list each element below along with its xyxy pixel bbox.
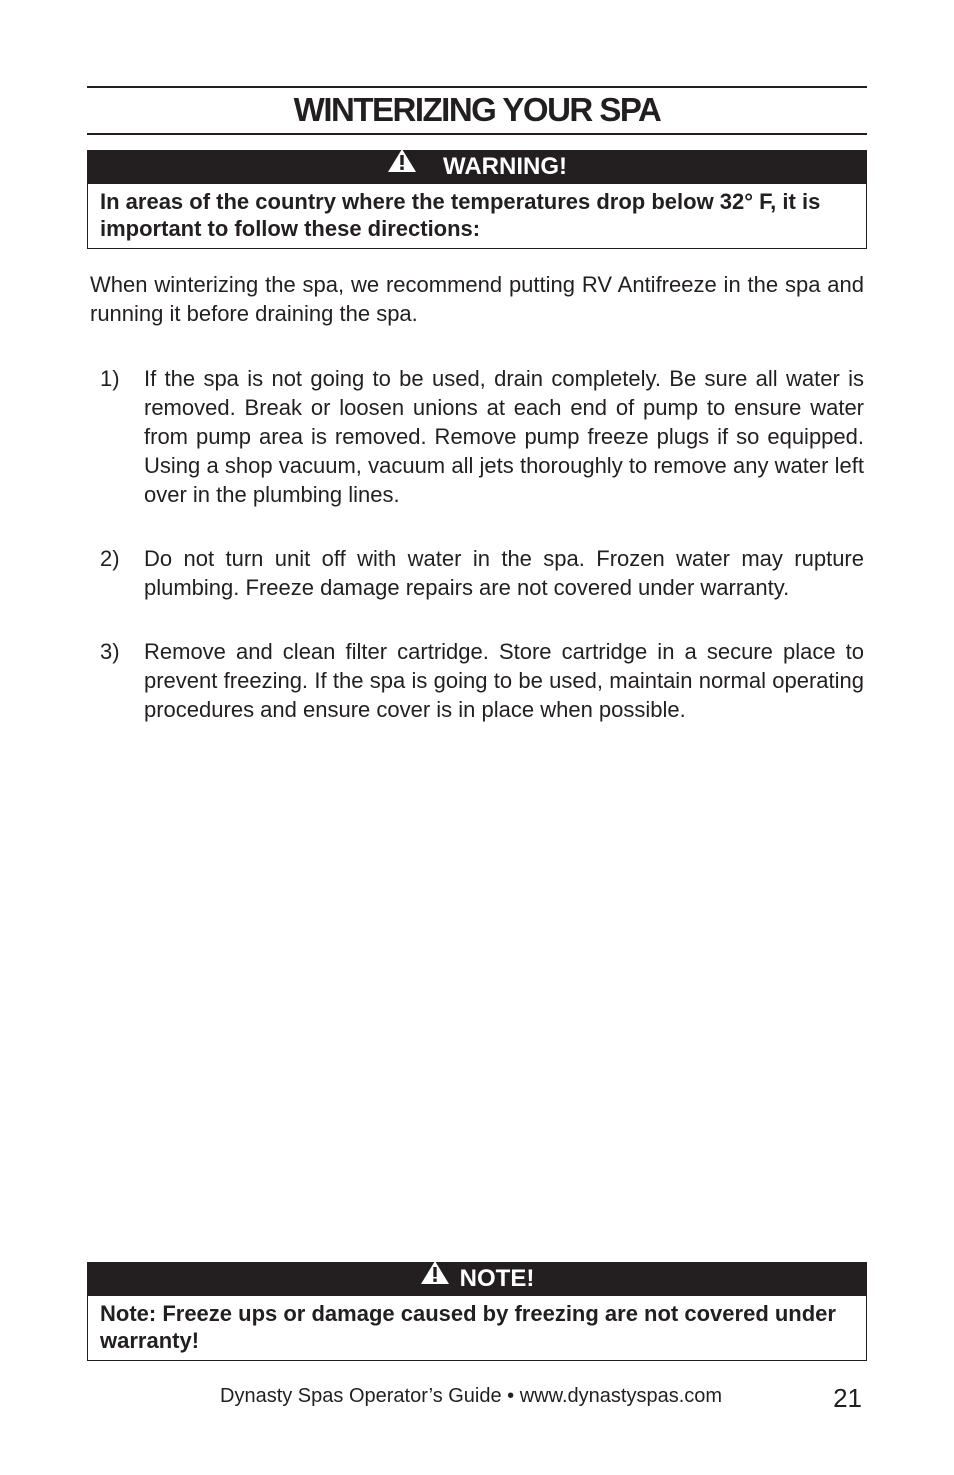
warning-label: WARNING! <box>443 153 567 180</box>
note-text: Note: Freeze ups or damage caused by freezing are not covered under warranty! <box>87 1296 867 1361</box>
warning-triangle-icon <box>387 148 417 183</box>
intro-paragraph: When winterizing the spa, we recommend putting RV Antifreeze in the spa and running it before draining the spa. <box>90 272 864 326</box>
warning-triangle-icon <box>420 1260 450 1295</box>
note-header <box>87 1262 867 1296</box>
footer-text: Dynasty Spas Operator’s Guide • www.dynastyspas.com <box>220 1385 723 1407</box>
step-text: Remove and clean filter cartridge. Store cartridge in a secure place to prevent freezing. If the spa is going to be used, maintain normal operating procedures and ensure cover is in place when possible. <box>144 639 864 722</box>
note-label: NOTE! <box>459 1265 535 1292</box>
page-footer <box>90 1383 864 1413</box>
warning-text: In areas of the country where the temperatures drop below 32° F, it is important to follow these directions: <box>87 184 867 249</box>
title-top-rule <box>87 86 867 88</box>
page-number: 21 <box>833 1383 862 1413</box>
step-number: 2) <box>100 546 120 571</box>
step-text: If the spa is not going to be used, drain completely. Be sure all water is removed. Break or loosen unions at each end of pump to ensure water from pump area is removed. Remove pump freeze plugs if so equipped. Using a shop vacuum, vacuum all jets thoroughly to remove any water left over in the plumbing lines. <box>144 366 864 507</box>
page-title: WINTERIZING YOUR SPA <box>293 91 661 128</box>
step-number: 1) <box>100 366 120 391</box>
list-item <box>90 364 864 509</box>
warning-header <box>87 150 867 184</box>
list-item <box>90 544 864 602</box>
title-bottom-rule <box>87 133 867 135</box>
warning-callout <box>87 150 867 249</box>
list-item <box>90 637 864 724</box>
step-number: 3) <box>100 639 120 664</box>
step-text: Do not turn unit off with water in the spa. Frozen water may rupture plumbing. Freeze damage repairs are not covered under warranty. <box>144 546 864 600</box>
note-callout <box>87 1262 867 1361</box>
